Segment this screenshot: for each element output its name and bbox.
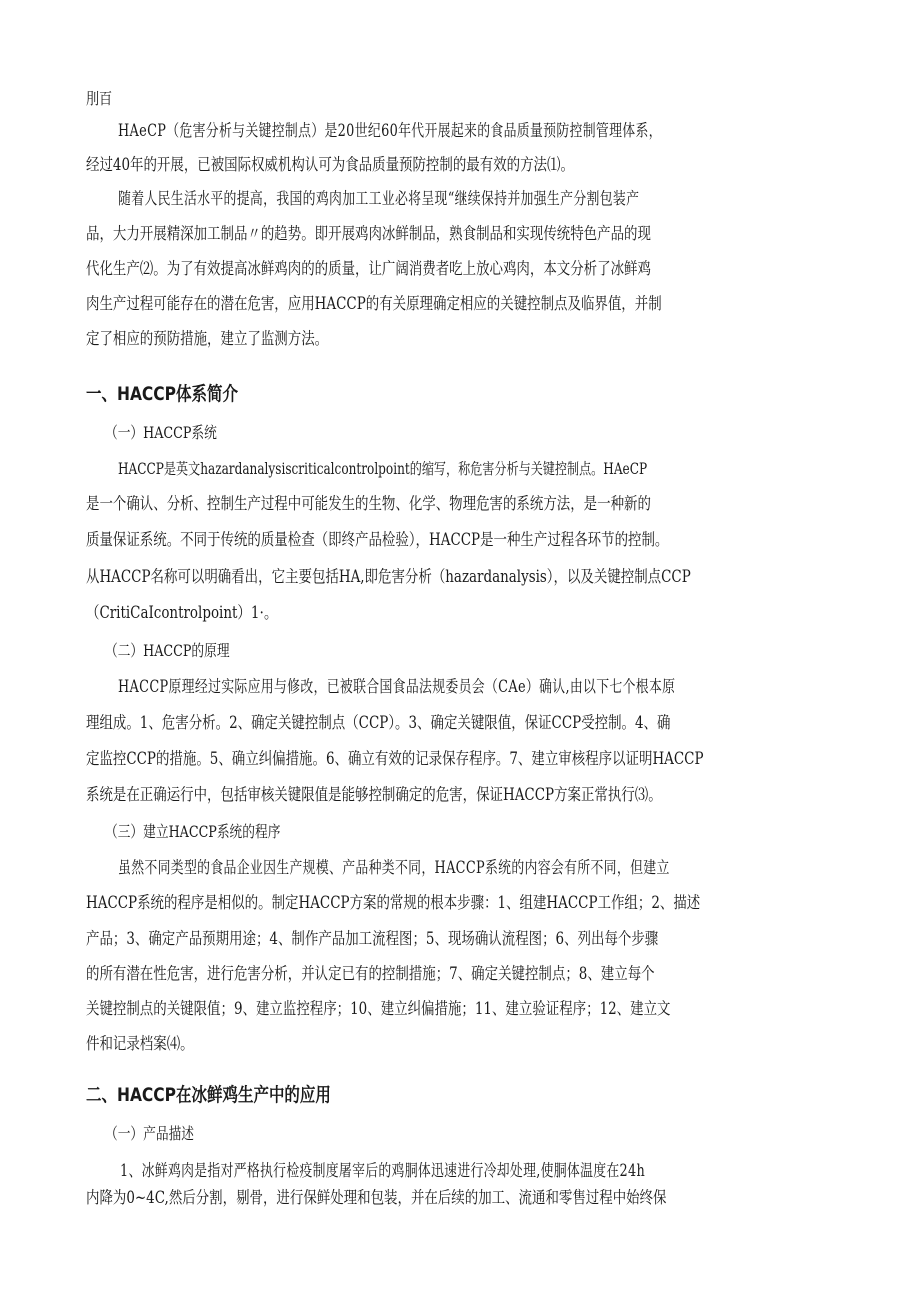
paragraph-line: HACCP系统的程序是相似的。制定HACCP方案的常规的根本步骤：1、组建HACCP工作组；2、描述 xyxy=(86,893,701,912)
paragraph-line: 肉生产过程可能存在的潜在危害，应用HACCP的有关原理确定相应的关键控制点及临界值，并制 xyxy=(86,294,662,313)
subsection-2-1-title: （一）产品描述 xyxy=(105,1124,195,1143)
paragraph-line: 理组成。1、危害分析。2、确定关键控制点（CCP）。3、确定关键限值，保证CCP受控制。4、确 xyxy=(86,713,671,732)
paragraph-line: 定监控CCP的措施。5、确立纠偏措施。6、确立有效的记录保存程序。7、建立审核程序以证明HACCP xyxy=(86,749,704,768)
paragraph-line: 虽然不同类型的食品企业因生产规模、产品种类不同，HACCP系统的内容会有所不同，但建立 xyxy=(118,858,670,877)
paragraph-line: 产品；3、确定产品预期用途；4、制作产品加工流程图；5、现场确认流程图；6、列出每个步骤 xyxy=(86,929,659,948)
paragraph-line: 的所有潜在性危害，进行危害分析，并认定已有的控制措施；7、确定关键控制点；8、建立每个 xyxy=(86,964,655,983)
section-2-title: 二、HACCP在冰鲜鸡生产中的应用 xyxy=(86,1084,331,1106)
subsection-1-2-title: （二）HACCP的原理 xyxy=(105,641,230,660)
paragraph-line: 系统是在正确运行中，包括审核关键限值是能够控制确定的危害，保证HACCP方案正常执行⑶。 xyxy=(86,785,662,804)
paragraph-line: HAeCP（危害分析与关键控制点）是20世纪60年代开展起来的食品质量预防控制管理体系， xyxy=(118,121,662,140)
paragraph-line: 质量保证系统。不同于传统的质量检查（即终产品检验），HACCP是一种生产过程各环节的控制。 xyxy=(86,530,669,549)
subsection-1-1-title: （一）HACCP系统 xyxy=(105,423,217,442)
paragraph-line: HACCP是英文hazardanalysiscriticalcontrolpoint的缩写，称危害分析与关键控制点。HAeCP xyxy=(118,460,648,478)
paragraph-line: 件和记录档案⑷。 xyxy=(86,1034,194,1053)
paragraph-line: 随着人民生活水平的提高，我国的鸡肉加工工业必将呈现“继续保持并加强生产分割包装产 xyxy=(118,189,640,208)
paragraph-line: 经过40年的开展，已被国际权威机构认可为食品质量预防控制的最有效的方法⑴。 xyxy=(86,155,574,174)
paragraph-line: 定了相应的预防措施，建立了监测方法。 xyxy=(86,329,329,348)
paragraph-line: HACCP原理经过实际应用与修改，已被联合国食品法规委员会（CAe）确认,由以下七个根本原 xyxy=(118,677,676,696)
section-1-title: 一、HACCP体系简介 xyxy=(86,383,238,405)
preface-heading: 刖百 xyxy=(86,89,113,108)
paragraph-line: 1、冰鲜鸡肉是指对严格执行检疫制度屠宰后的鸡胴体迅速进行冷却处理,使胴体温度在24h xyxy=(120,1161,646,1180)
paragraph-line: 关键控制点的关键限值；9、建立监控程序；10、建立纠偏措施；11、建立验证程序；12、建立文 xyxy=(86,999,671,1018)
paragraph-line: 从HACCP名称可以明确看出，它主要包括HA,即危害分析（hazardanalysis），以及关键控制点CCP xyxy=(86,567,691,586)
paragraph-line: 内降为0~4C,然后分割，剔骨，进行保鲜处理和包装，并在后续的加工、流通和零售过程中始终保 xyxy=(86,1188,667,1207)
subsection-1-3-title: （三）建立HACCP系统的程序 xyxy=(105,822,281,841)
paragraph-line: 是一个确认、分析、控制生产过程中可能发生的生物、化学、物理危害的系统方法，是一种新的 xyxy=(86,494,651,513)
paragraph-line: （CritiCaIcontrolpoint）1⋅。 xyxy=(86,603,278,622)
paragraph-line: 品，大力开展精深加工制品〃的趋势。即开展鸡肉冰鲜制品，熟食制品和实现传统特色产品的现 xyxy=(86,224,651,243)
paragraph-line: 代化生产⑵。为了有效提高冰鲜鸡肉的的质量，让广阔消费者吃上放心鸡肉，本文分析了冰鲜鸡 xyxy=(86,259,651,278)
